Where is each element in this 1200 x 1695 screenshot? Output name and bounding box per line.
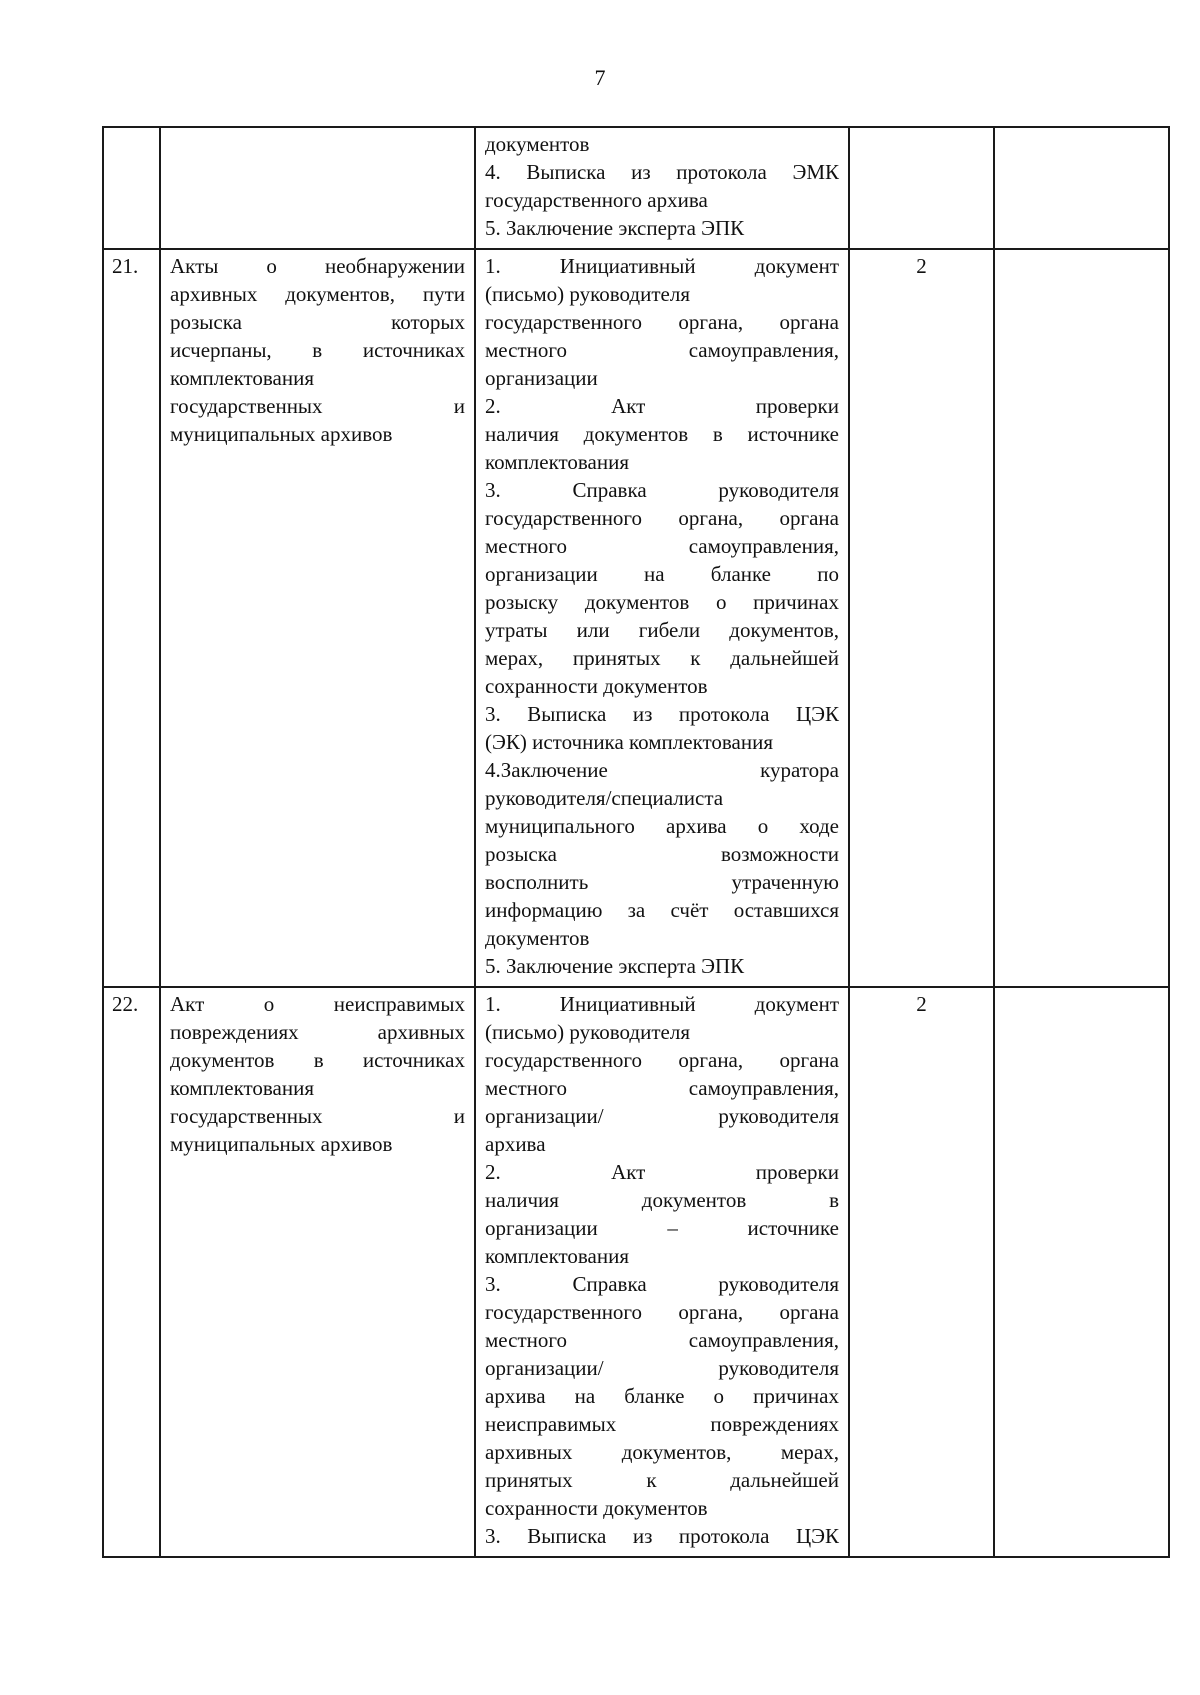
required-document-line: архива [485,1132,546,1156]
note-cell [994,987,1169,1557]
required-document-line: государственного органа, органа [485,1300,839,1324]
required-document-line: 2. Акт проверки [485,394,839,418]
required-document-line: местного самоуправления, [485,534,839,558]
required-document-line: 3. Выписка из протокола ЦЭК [485,702,839,726]
note-cell [994,127,1169,249]
required-document-line: 5. Заключение эксперта ЭПК [485,954,745,978]
required-documents-cell [475,987,849,1557]
row-number-cell: 22. [103,987,160,1557]
document-type-line: муниципальных архивов [170,1132,393,1156]
required-document-line: 4.Заключение куратора [485,758,839,782]
required-documents-cell [475,249,849,987]
required-document-line: организации [485,366,598,390]
documents-table [102,126,1170,1558]
required-document-line: государственного архива [485,188,708,212]
table-body [103,127,1169,1557]
required-document-line: 3. Выписка из протокола ЦЭК [485,1524,839,1548]
required-document-line: розыска возможности [485,842,839,866]
required-document-line: 1. Инициативный документ [485,992,839,1016]
row-number-cell [103,127,160,249]
required-document-line: принятых к дальнейшей [485,1468,839,1492]
required-document-line: (ЭК) источника комплектования [485,730,774,754]
table-row [103,127,1169,249]
required-document-line: (письмо) руководителя [485,1020,690,1044]
required-document-line: неисправимых повреждениях [485,1412,839,1436]
required-document-line: 3. Справка руководителя [485,478,839,502]
required-document-line: информацию за счёт оставшихся [485,898,839,922]
required-document-line: мерах, принятых к дальнейшей [485,646,839,670]
document-type-line: Акт о неисправимых [170,992,465,1016]
document-type-line: исчерпаны, в источниках [170,338,465,362]
required-document-line: государственного органа, органа [485,506,839,530]
required-document-line: комплектования [485,1244,629,1268]
required-document-line: государственного органа, органа [485,1048,839,1072]
table-row [103,249,1169,987]
document-type-line: Акты о необнаружении [170,254,465,278]
document-type-line: повреждениях архивных [170,1020,465,1044]
required-document-line: наличия документов в источнике [485,422,839,446]
document-type-cell [160,127,475,249]
required-document-line: местного самоуправления, [485,1076,839,1100]
required-document-line: организации/ руководителя [485,1356,839,1380]
required-document-line: 1. Инициативный документ [485,254,839,278]
required-document-line: сохранности документов [485,674,708,698]
required-document-line: документов [485,132,590,156]
required-document-line: местного самоуправления, [485,338,839,362]
required-document-line: сохранности документов [485,1496,708,1520]
required-document-line: документов [485,926,590,950]
required-document-line: государственного органа, органа [485,310,839,334]
copies-count-cell: 2 [849,987,994,1557]
required-document-line: восполнить утраченную [485,870,839,894]
required-document-line: 3. Справка руководителя [485,1272,839,1296]
document-type-line: архивных документов, пути [170,282,465,306]
required-document-line: комплектования [485,450,629,474]
page-number: 7 [594,65,606,90]
required-document-line: организации на бланке по [485,562,839,586]
document-type-cell [160,249,475,987]
copies-count-cell: 2 [849,249,994,987]
document-type-line: муниципальных архивов [170,422,393,446]
required-document-line: организации – источнике [485,1216,839,1240]
required-documents-cell [475,127,849,249]
document-type-line: розыска которых [170,310,465,334]
required-document-line: 4. Выписка из протокола ЭМК [485,160,839,184]
document-type-line: государственных и [170,394,465,418]
required-document-line: (письмо) руководителя [485,282,690,306]
required-document-line: 2. Акт проверки [485,1160,839,1184]
document-type-line: государственных и [170,1104,465,1128]
required-document-line: 5. Заключение эксперта ЭПК [485,216,745,240]
required-document-line: архива на бланке о причинах [485,1384,839,1408]
required-document-line: организации/ руководителя [485,1104,839,1128]
copies-count-cell [849,127,994,249]
document-type-line: комплектования [170,366,314,390]
document-type-line: документов в источниках [170,1048,465,1072]
document-type-line: комплектования [170,1076,314,1100]
required-document-line: архивных документов, мерах, [485,1440,839,1464]
note-cell [994,249,1169,987]
required-document-line: наличия документов в [485,1188,839,1212]
table-row [103,987,1169,1557]
required-document-line: розыску документов о причинах [485,590,839,614]
document-type-cell [160,987,475,1557]
required-document-line: муниципального архива о ходе [485,814,839,838]
required-document-line: руководителя/специалиста [485,786,724,810]
required-document-line: местного самоуправления, [485,1328,839,1352]
row-number-cell: 21. [103,249,160,987]
required-document-line: утраты или гибели документов, [485,618,839,642]
